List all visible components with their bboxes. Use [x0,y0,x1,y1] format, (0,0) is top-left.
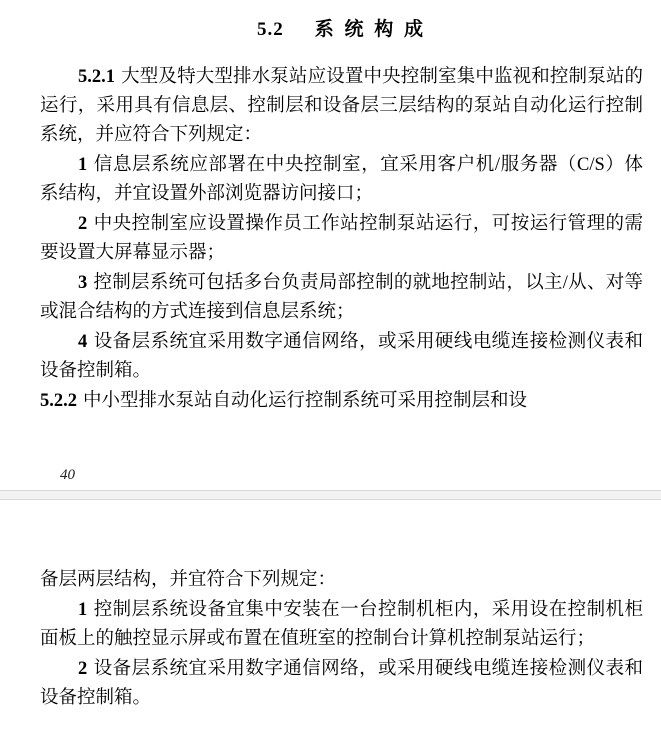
clause-number: 5.2.1 [78,67,115,87]
list-item-paragraph [40,210,643,268]
list-item-number: 1 [78,155,88,175]
list-item-text: 控制层系统可包括多台负责局部控制的就地控制站，以主/从、对等或混合结构的方式连接到信息层系统； [40,273,643,322]
list-item-text: 设备层系统宜采用数字通信网络，或采用硬线电缆连接检测仪表和设备控制箱。 [40,332,643,381]
section-heading-number: 5.2 [256,19,284,40]
list-item-paragraph [40,328,643,386]
list-item-paragraph [40,655,643,713]
list-item-paragraph [40,151,643,209]
section-heading-text: 系 统 构 成 [314,19,426,40]
list-item-text: 控制层系统设备宜集中安装在一台控制机柜内，采用设在控制机柜面板上的触控显示屏或布置在值班室的控制台计算机控制泵站运行； [40,600,643,649]
page-top-margin [40,500,643,566]
list-item-number: 2 [78,659,88,679]
list-item-number: 1 [78,600,88,620]
list-item-text: 设备层系统宜采用数字通信网络，或采用硬线电缆连接检测仪表和设备控制箱。 [40,659,643,708]
clause-text: 中小型排水泵站自动化运行控制系统可采用控制层和设 [83,391,528,411]
list-item-paragraph [40,269,643,327]
list-item-number: 4 [78,332,88,352]
page-bottom-section [0,500,661,751]
list-item-number: 2 [78,214,88,234]
clause-paragraph [40,387,643,416]
continuation-text: 备层两层结构，并宜符合下列规定： [40,570,337,590]
section-heading [40,14,643,41]
page-top-section [0,14,661,490]
list-item-text: 中央控制室应设置操作员工作站控制泵站运行，可按运行管理的需要设置大屏幕显示器； [40,214,643,263]
page-number: 40 [60,467,75,483]
list-item-number: 3 [78,273,88,293]
document-page [0,14,661,753]
clause-paragraph [40,63,643,150]
page-break-divider [0,490,661,500]
list-item-text: 信息层系统应部署在中央控制室，宜采用客户机/服务器（C/S）体系结构，并宜设置外部浏览器访问接口； [40,155,643,204]
clause-text: 大型及特大型排水泵站应设置中央控制室集中监视和控制泵站的运行，采用具有信息层、控制层和设备层三层结构的泵站自动化运行控制系统，并应符合下列规定： [40,67,643,145]
clause-number: 5.2.2 [40,391,77,411]
list-item-paragraph [40,596,643,654]
continuation-paragraph [40,566,643,595]
